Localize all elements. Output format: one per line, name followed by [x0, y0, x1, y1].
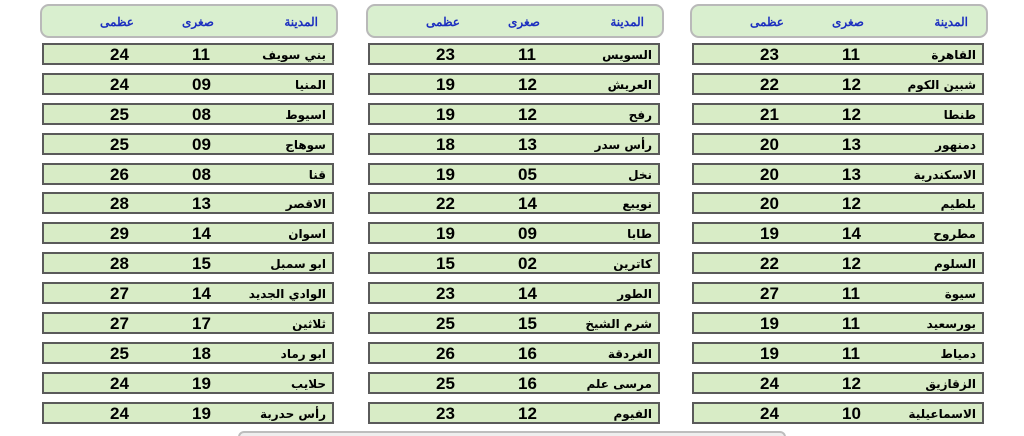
table-row: [692, 312, 984, 334]
max-temp: 25: [110, 343, 129, 363]
min-temp: 12: [842, 373, 861, 393]
city-name: الاسماعيلية: [908, 406, 976, 421]
city-name: الزقازيق: [925, 376, 976, 391]
max-temp: 20: [760, 194, 779, 214]
city-name: سيوة: [944, 287, 976, 302]
max-temp: 24: [760, 403, 779, 423]
min-temp: 11: [842, 314, 860, 334]
city-name: العريش: [607, 77, 652, 92]
max-temp: 22: [760, 74, 779, 94]
max-temp: 23: [436, 403, 455, 423]
min-temp: 09: [518, 224, 537, 244]
min-temp: 09: [192, 134, 211, 154]
header-city: المدينة: [610, 15, 644, 29]
min-temp: 11: [842, 343, 860, 363]
table-row: [692, 372, 984, 394]
table-row: [692, 192, 984, 214]
max-temp: 24: [110, 45, 129, 64]
city-name: قنا: [308, 167, 326, 182]
min-temp: 13: [842, 164, 861, 184]
min-temp: 08: [192, 164, 211, 184]
table-row: [692, 133, 984, 155]
city-name: طنطا: [943, 107, 976, 122]
min-temp: 12: [842, 254, 861, 274]
city-name: كاترين: [613, 257, 652, 272]
max-temp: 22: [760, 254, 779, 274]
max-temp: 20: [760, 134, 779, 154]
city-name: نويبع: [622, 197, 652, 212]
min-temp: 12: [842, 74, 861, 94]
min-temp: 16: [518, 373, 537, 393]
min-temp: 12: [518, 403, 537, 423]
header-max: عظمى: [426, 15, 460, 29]
table-row: [42, 312, 334, 334]
header-min: صغرى: [832, 15, 864, 29]
city-name: رفح: [628, 107, 652, 122]
min-temp: 11: [518, 45, 536, 64]
city-name: المنيا: [295, 77, 326, 92]
min-temp: 12: [518, 104, 537, 124]
city-name: الاسكندرية: [913, 167, 976, 182]
table-row: [692, 222, 984, 244]
max-temp: 27: [760, 284, 779, 304]
table-row: [42, 252, 334, 274]
min-temp: 13: [518, 134, 537, 154]
header-city: المدينة: [934, 15, 968, 29]
table-row: [368, 312, 660, 334]
max-temp: 19: [760, 343, 779, 363]
min-temp: 19: [192, 403, 211, 423]
max-temp: 23: [436, 45, 455, 64]
city-name: طابا: [627, 227, 652, 242]
table-row: [368, 43, 660, 65]
max-temp: 28: [110, 254, 129, 274]
city-name: نخل: [628, 167, 652, 182]
table-row: [368, 222, 660, 244]
max-temp: 20: [760, 164, 779, 184]
table-rows: [366, 43, 664, 424]
table-row: [42, 342, 334, 364]
city-name: الطور: [617, 287, 652, 302]
min-temp: 12: [842, 194, 861, 214]
max-temp: 19: [760, 314, 779, 334]
min-temp: 14: [192, 224, 211, 244]
city-name: ابو رماد: [280, 346, 326, 361]
city-name: شبين الكوم: [907, 77, 976, 92]
min-temp: 14: [192, 284, 211, 304]
max-temp: 24: [110, 403, 129, 423]
table-row: [368, 342, 660, 364]
min-temp: 02: [518, 254, 537, 274]
table-header: [40, 4, 338, 38]
min-temp: 16: [518, 343, 537, 363]
header-max: عظمى: [750, 15, 784, 29]
city-name: مرسى علم: [586, 376, 652, 391]
table-row: [368, 133, 660, 155]
max-temp: 26: [110, 164, 129, 184]
min-temp: 13: [192, 194, 211, 214]
max-temp: 25: [436, 314, 455, 334]
min-temp: 13: [842, 134, 861, 154]
max-temp: 24: [110, 74, 129, 94]
table-header: [366, 4, 664, 38]
max-temp: 19: [436, 224, 455, 244]
city-name: بلطيم: [940, 197, 976, 212]
max-temp: 24: [110, 373, 129, 393]
max-temp: 27: [110, 314, 129, 334]
min-temp: 15: [518, 314, 537, 334]
city-name: بني سويف: [262, 48, 326, 62]
table-row: [42, 372, 334, 394]
table-row: [42, 43, 334, 65]
max-temp: 15: [436, 254, 455, 274]
table-row: [368, 192, 660, 214]
table-header: [690, 4, 988, 38]
max-temp: 19: [436, 74, 455, 94]
min-temp: 15: [192, 254, 211, 274]
max-temp: 25: [110, 134, 129, 154]
min-temp: 17: [192, 314, 211, 334]
table-row: [42, 103, 334, 125]
table-row: [42, 163, 334, 185]
header-min: صغرى: [508, 15, 540, 29]
table-rows: [690, 43, 988, 424]
table-row: [42, 133, 334, 155]
min-temp: 12: [518, 74, 537, 94]
min-temp: 18: [192, 343, 211, 363]
footer-bar: [238, 431, 786, 436]
min-temp: 11: [192, 45, 210, 64]
city-name: دمياط: [940, 346, 976, 361]
min-temp: 14: [518, 284, 537, 304]
table-rows: [40, 43, 338, 424]
city-name: السلوم: [933, 257, 976, 272]
panel-right: [690, 4, 988, 432]
city-name: حلايب: [291, 376, 326, 391]
max-temp: 26: [436, 343, 455, 363]
city-name: اسيوط: [285, 107, 326, 122]
city-name: الوادي الجديد: [248, 287, 326, 302]
city-name: السويس: [602, 48, 652, 62]
table-row: [692, 342, 984, 364]
max-temp: 28: [110, 194, 129, 214]
panel-left: [40, 4, 338, 432]
min-temp: 14: [518, 194, 537, 214]
min-temp: 05: [518, 164, 537, 184]
table-row: [692, 163, 984, 185]
min-temp: 11: [842, 284, 860, 304]
table-row: [692, 282, 984, 304]
min-temp: 14: [842, 224, 861, 244]
table-row: [42, 282, 334, 304]
max-temp: 21: [760, 104, 779, 124]
max-temp: 18: [436, 134, 455, 154]
table-row: [42, 402, 334, 424]
panel-middle: [366, 4, 664, 432]
table-row: [368, 73, 660, 95]
table-row: [692, 402, 984, 424]
min-temp: 10: [842, 403, 861, 423]
table-row: [368, 252, 660, 274]
max-temp: 25: [436, 373, 455, 393]
table-row: [368, 282, 660, 304]
max-temp: 22: [436, 194, 455, 214]
city-name: ثلاثين: [292, 317, 326, 332]
table-row: [42, 222, 334, 244]
header-city: المدينة: [284, 15, 318, 29]
city-name: سوهاج: [285, 137, 326, 152]
table-row: [692, 103, 984, 125]
max-temp: 23: [436, 284, 455, 304]
max-temp: 23: [760, 45, 779, 64]
city-name: اسوان: [288, 227, 326, 242]
header-min: صغرى: [182, 15, 214, 29]
max-temp: 25: [110, 104, 129, 124]
city-name: رأس حدربة: [259, 406, 326, 421]
min-temp: 08: [192, 104, 211, 124]
table-row: [368, 163, 660, 185]
city-name: رأس سدر: [594, 137, 652, 152]
city-name: القاهرة: [931, 48, 976, 62]
table-row: [692, 252, 984, 274]
city-name: شرم الشيخ: [585, 317, 652, 332]
max-temp: 27: [110, 284, 129, 304]
city-name: الاقصر: [285, 197, 326, 212]
table-row: [42, 73, 334, 95]
table-row: [692, 73, 984, 95]
city-name: مطروح: [933, 227, 976, 242]
table-row: [368, 372, 660, 394]
table-row: [42, 192, 334, 214]
max-temp: 29: [110, 224, 129, 244]
max-temp: 19: [436, 104, 455, 124]
min-temp: 09: [192, 74, 211, 94]
max-temp: 24: [760, 373, 779, 393]
city-name: بورسعيد: [926, 317, 976, 332]
city-name: ابو سمبل: [270, 257, 326, 272]
min-temp: 12: [842, 104, 861, 124]
city-name: الفيوم: [613, 406, 652, 421]
table-row: [692, 43, 984, 65]
city-name: دمنهور: [935, 137, 976, 152]
max-temp: 19: [760, 224, 779, 244]
max-temp: 19: [436, 164, 455, 184]
header-max: عظمى: [100, 15, 134, 29]
table-row: [368, 103, 660, 125]
min-temp: 11: [842, 45, 860, 64]
min-temp: 19: [192, 373, 211, 393]
city-name: الغردقة: [607, 346, 652, 361]
table-row: [368, 402, 660, 424]
